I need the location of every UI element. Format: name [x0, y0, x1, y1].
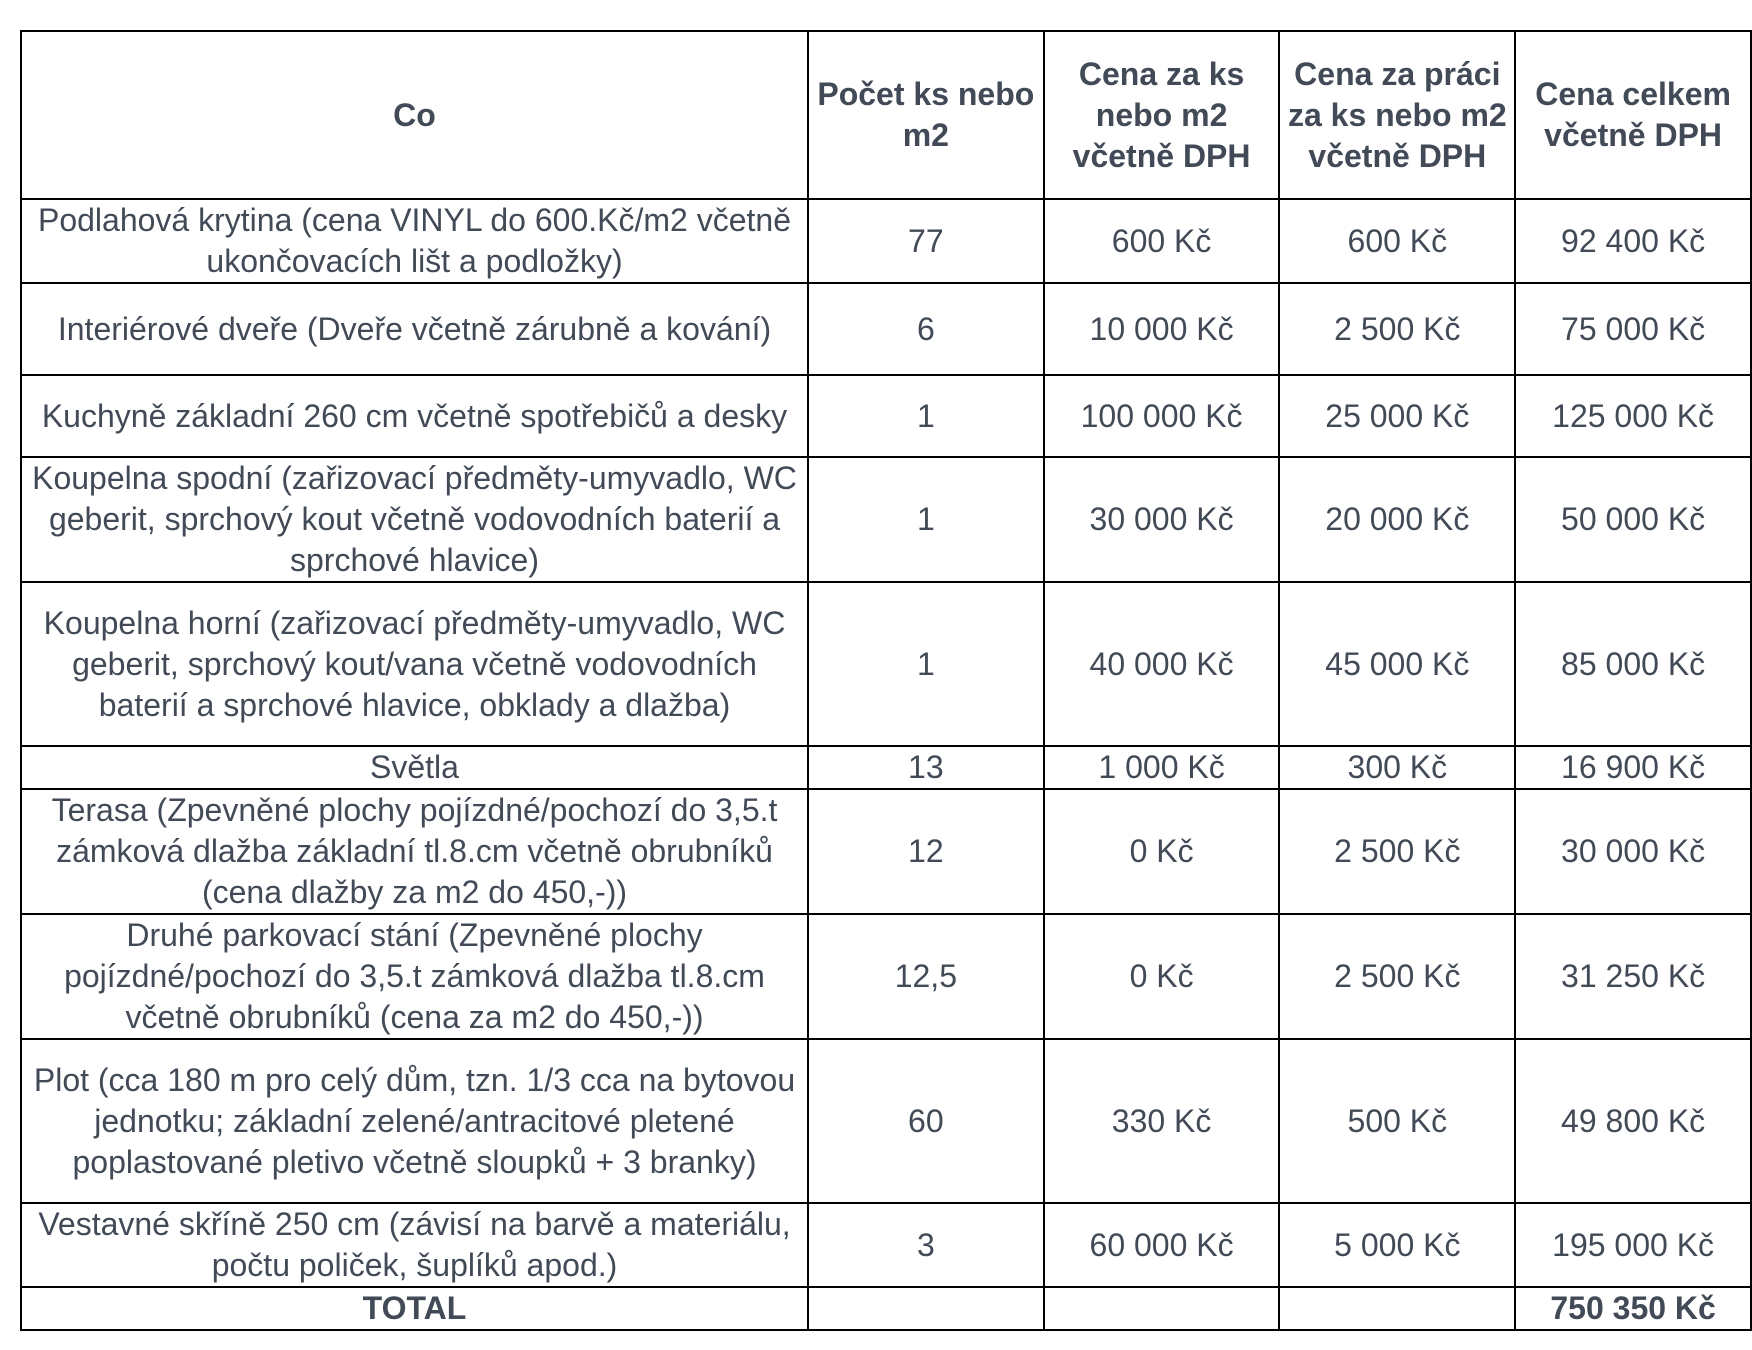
total-row — [21, 1287, 1751, 1330]
item-cell: Světla — [21, 746, 808, 789]
item-cell: Druhé parkovací stání (Zpevněné plochy pojízdné/pochozí do 3,5.t zámková dlažba tl.8.cm včetně obrubníků (cena za m2 do 450,-)) — [21, 914, 808, 1039]
labor-price-cell: 2 500 Kč — [1279, 789, 1515, 914]
empty-cell — [808, 1287, 1044, 1330]
header-total-price: Cena celkem včetně DPH — [1515, 31, 1751, 199]
total-cell: 30 000 Kč — [1515, 789, 1751, 914]
header-row — [21, 31, 1751, 199]
unit-price-cell: 10 000 Kč — [1044, 283, 1280, 375]
unit-price-cell: 600 Kč — [1044, 199, 1280, 283]
total-value: 750 350 Kč — [1515, 1287, 1751, 1330]
count-cell: 1 — [808, 457, 1044, 582]
item-cell: Interiérové dveře (Dveře včetně zárubně a kování) — [21, 283, 808, 375]
unit-price-cell: 330 Kč — [1044, 1039, 1280, 1203]
header-unit-price: Cena za ks nebo m2 včetně DPH — [1044, 31, 1280, 199]
price-table — [20, 30, 1752, 1331]
item-cell: Koupelna horní (zařizovací předměty-umyvadlo, WC geberit, sprchový kout/vana včetně vodovodních baterií a sprchové hlavice, obklady a dlažba) — [21, 582, 808, 746]
item-cell: Plot (cca 180 m pro celý dům, tzn. 1/3 cca na bytovou jednotku; základní zelené/antracitové pletené poplastované pletivo včetně sloupků + 3 branky) — [21, 1039, 808, 1203]
table-row — [21, 746, 1751, 789]
total-cell: 49 800 Kč — [1515, 1039, 1751, 1203]
count-cell: 60 — [808, 1039, 1044, 1203]
table-row — [21, 375, 1751, 457]
total-cell: 125 000 Kč — [1515, 375, 1751, 457]
unit-price-cell: 0 Kč — [1044, 914, 1280, 1039]
table-row — [21, 789, 1751, 914]
header-labor-price: Cena za práci za ks nebo m2 včetně DPH — [1279, 31, 1515, 199]
item-cell: Podlahová krytina (cena VINYL do 600.Kč/m2 včetně ukončovacích lišt a podložky) — [21, 199, 808, 283]
table-row — [21, 199, 1751, 283]
total-label: TOTAL — [21, 1287, 808, 1330]
labor-price-cell: 45 000 Kč — [1279, 582, 1515, 746]
empty-cell — [1279, 1287, 1515, 1330]
count-cell: 77 — [808, 199, 1044, 283]
table-row — [21, 582, 1751, 746]
count-cell: 1 — [808, 375, 1044, 457]
header-count: Počet ks nebo m2 — [808, 31, 1044, 199]
labor-price-cell: 2 500 Kč — [1279, 914, 1515, 1039]
labor-price-cell: 25 000 Kč — [1279, 375, 1515, 457]
unit-price-cell: 30 000 Kč — [1044, 457, 1280, 582]
labor-price-cell: 300 Kč — [1279, 746, 1515, 789]
count-cell: 12 — [808, 789, 1044, 914]
labor-price-cell: 600 Kč — [1279, 199, 1515, 283]
count-cell: 3 — [808, 1203, 1044, 1287]
count-cell: 6 — [808, 283, 1044, 375]
table-row — [21, 457, 1751, 582]
unit-price-cell: 1 000 Kč — [1044, 746, 1280, 789]
total-cell: 75 000 Kč — [1515, 283, 1751, 375]
total-cell: 31 250 Kč — [1515, 914, 1751, 1039]
header-co: Co — [21, 31, 808, 199]
item-cell: Terasa (Zpevněné plochy pojízdné/pochozí do 3,5.t zámková dlažba základní tl.8.cm včetně obrubníků (cena dlažby za m2 do 450,-)) — [21, 789, 808, 914]
unit-price-cell: 60 000 Kč — [1044, 1203, 1280, 1287]
table-row — [21, 1039, 1751, 1203]
unit-price-cell: 100 000 Kč — [1044, 375, 1280, 457]
unit-price-cell: 0 Kč — [1044, 789, 1280, 914]
total-cell: 85 000 Kč — [1515, 582, 1751, 746]
table-row — [21, 914, 1751, 1039]
table-row — [21, 1203, 1751, 1287]
labor-price-cell: 20 000 Kč — [1279, 457, 1515, 582]
labor-price-cell: 2 500 Kč — [1279, 283, 1515, 375]
labor-price-cell: 500 Kč — [1279, 1039, 1515, 1203]
total-cell: 50 000 Kč — [1515, 457, 1751, 582]
total-cell: 195 000 Kč — [1515, 1203, 1751, 1287]
table-row — [21, 283, 1751, 375]
count-cell: 12,5 — [808, 914, 1044, 1039]
empty-cell — [1044, 1287, 1280, 1330]
total-cell: 16 900 Kč — [1515, 746, 1751, 789]
unit-price-cell: 40 000 Kč — [1044, 582, 1280, 746]
count-cell: 13 — [808, 746, 1044, 789]
item-cell: Kuchyně základní 260 cm včetně spotřebičů a desky — [21, 375, 808, 457]
count-cell: 1 — [808, 582, 1044, 746]
labor-price-cell: 5 000 Kč — [1279, 1203, 1515, 1287]
total-cell: 92 400 Kč — [1515, 199, 1751, 283]
item-cell: Koupelna spodní (zařizovací předměty-umyvadlo, WC geberit, sprchový kout včetně vodovodních baterií a sprchové hlavice) — [21, 457, 808, 582]
item-cell: Vestavné skříně 250 cm (závisí na barvě a materiálu, počtu poliček, šuplíků apod.) — [21, 1203, 808, 1287]
